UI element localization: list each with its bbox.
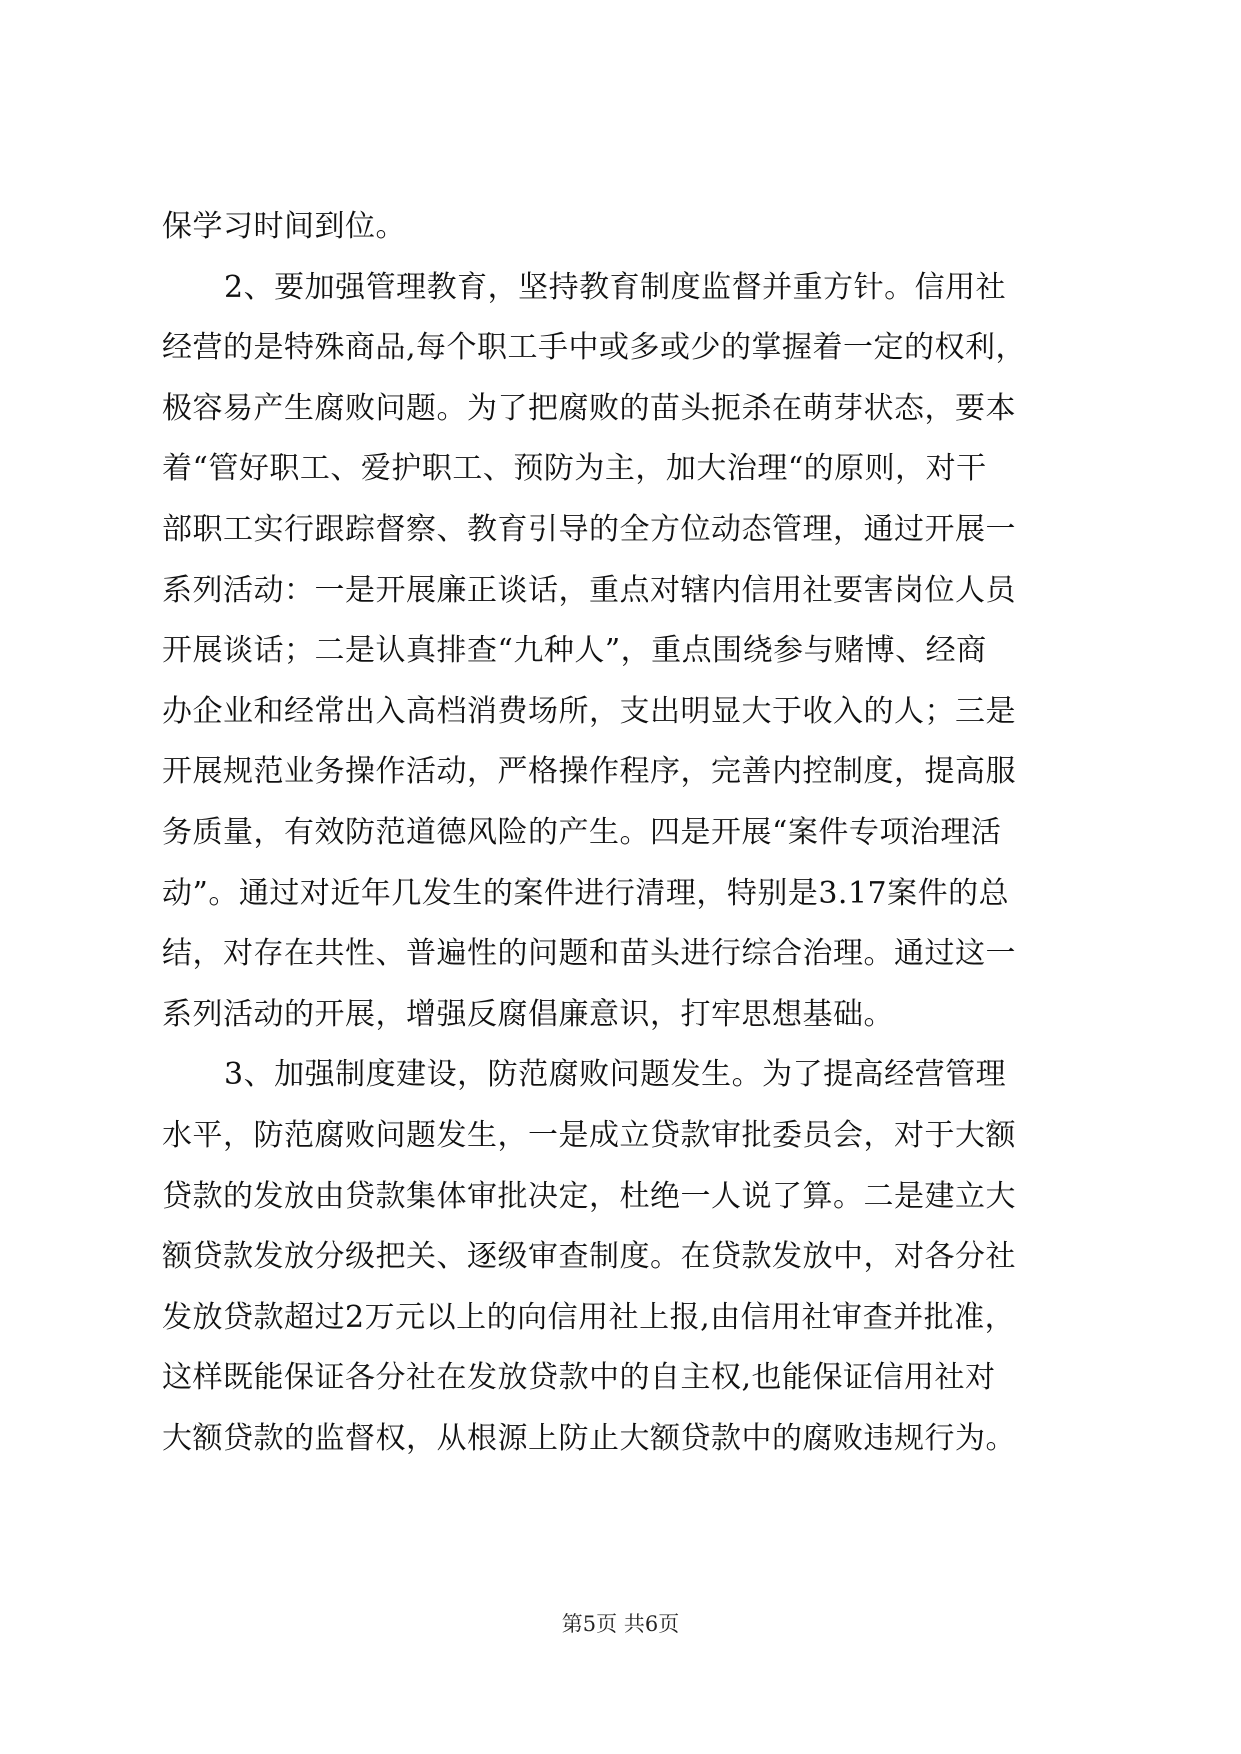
text-line: 部职工实行跟踪督察、教育引导的全方位动态管理，通过开展一 [162, 511, 1016, 547]
text-line: 贷款的发放由贷款集体审批决定，杜绝一人说了算。二是建立大 [162, 1178, 1016, 1214]
text-line: 办企业和经常出入高档消费场所，支出明显大于收入的人；三是 [162, 693, 1016, 729]
text-line: 结，对存在共性、普遍性的问题和苗头进行综合治理。通过这一 [162, 936, 1016, 972]
paragraph-2-first-line: 2、要加强管理教育，坚持教育制度监督并重方针。信用社 [224, 269, 1007, 305]
text-line: 系列活动的开展，增强反腐倡廉意识，打牢思想基础。 [162, 996, 894, 1032]
text-line: 系列活动：一是开展廉正谈话，重点对辖内信用社要害岗位人员 [162, 572, 1016, 608]
paragraph-3-first-line: 3、加强制度建设，防范腐败问题发生。为了提高经营管理 [224, 1057, 1007, 1093]
text-line: 着“管好职工、爱护职工、预防为主，加大治理“的原则，对干 [162, 451, 987, 487]
text-line: 务质量，有效防范道德风险的产生。四是开展“案件专项治理活 [162, 814, 1002, 850]
text-line: 开展规范业务操作活动，严格操作程序，完善内控制度，提高服 [162, 754, 1016, 790]
text-line: 动”。通过对近年几发生的案件进行清理，特别是3.17案件的总 [162, 875, 1010, 911]
text-line: 极容易产生腐败问题。为了把腐败的苗头扼杀在萌芽状态，要本 [162, 390, 1016, 426]
text-line: 发放贷款超过2万元以上的向信用社上报,由信用社审查并批准， [162, 1299, 1016, 1335]
text-line: 经营的是特殊商品,每个职工手中或多或少的掌握着一定的权利， [162, 330, 1027, 366]
page-number-footer: 第5页 共6页 [561, 1612, 680, 1636]
text-line: 开展谈话；二是认真排查“九种人”，重点围绕参与赌博、经商 [162, 633, 987, 669]
text-line: 这样既能保证各分社在发放贷款中的自主权,也能保证信用社对 [162, 1360, 996, 1396]
text-line: 大额贷款的监督权，从根源上防止大额贷款中的腐败违规行为。 [162, 1420, 1016, 1456]
text-line: 额贷款发放分级把关、逐级审查制度。在贷款发放中，对各分社 [162, 1239, 1016, 1275]
body-text [162, 197, 1122, 1469]
text-line: 保学习时间到位。 [162, 209, 406, 244]
text-line: 水平，防范腐败问题发生，一是成立贷款审批委员会，对于大额 [162, 1117, 1016, 1153]
